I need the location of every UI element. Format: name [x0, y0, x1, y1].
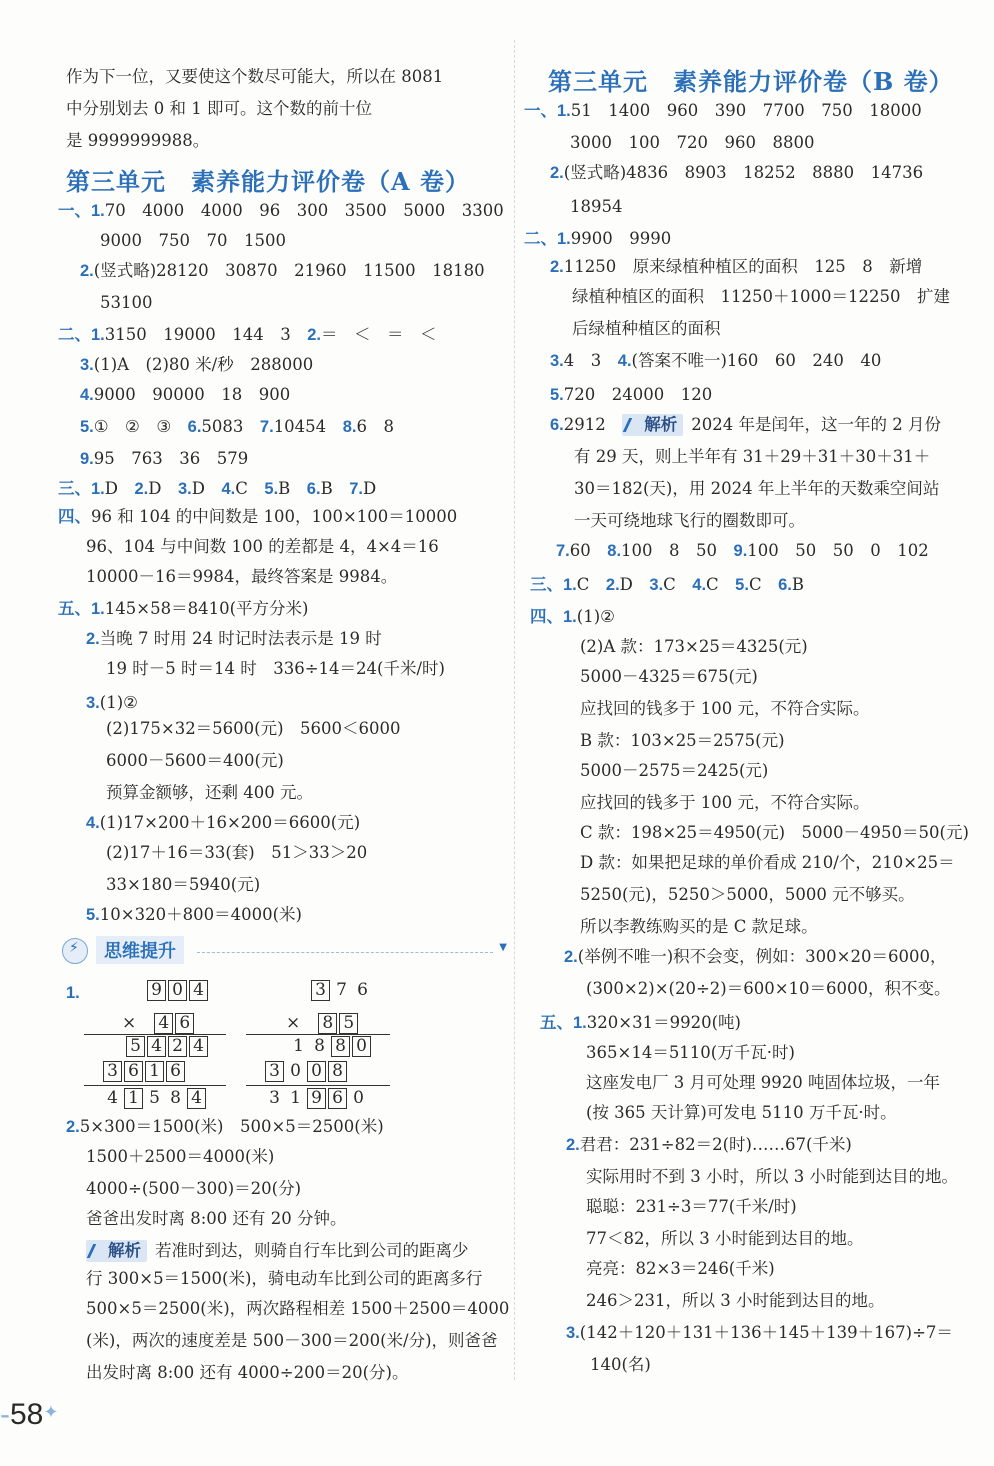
b4-1-line-9: D 款：如果把足球的单价看成 210/个，210×25＝	[580, 853, 955, 872]
analysis-badge-b: 解析	[622, 414, 683, 436]
b2-2c: 后绿植种植区的面积	[572, 319, 721, 338]
a5-5: 5.10×320＋800＝4000(米)	[86, 905, 302, 924]
b2-6-ana-4: 一天可绕地球飞行的圈数即可。	[574, 511, 805, 530]
unit-title-b: 第三单元 素养能力评价卷（B 卷）	[548, 67, 954, 96]
b5-2c: 聪聪：231÷3＝77(千米/时)	[586, 1197, 797, 1216]
b5-3b: 140(名)	[590, 1355, 651, 1374]
a2-3: 3.(1)A (2)80 米/秒 288000	[80, 355, 314, 374]
b5-1d: (按 365 天计算)可发电 5110 万千瓦·时。	[586, 1103, 897, 1122]
b1-1b: 3000 100 720 960 8800	[570, 133, 815, 152]
a3: 三、1.D 2.D 3.D 4.C 5.B 6.B 7.D	[58, 479, 377, 498]
a1-2: 2.(竖式略)28120 30870 21960 11500 18180	[80, 261, 485, 280]
b4-1-line-6: 5000－2575＝2425(元)	[580, 761, 769, 780]
t2-analysis-2: 行 300×5＝1500(米)，骑电动车比到公司的距离多行	[86, 1269, 483, 1288]
section-divider	[197, 952, 493, 953]
b2-2b: 绿植种植区的面积 11250＋1000＝12250 扩建	[572, 287, 950, 306]
t2b-1: 1500＋2500＝4000(米)	[86, 1147, 275, 1166]
b3: 三、1.C 2.D 3.C 4.C 5.C 6.B	[530, 575, 804, 594]
b4-1-line-11: 所以李教练购买的是 C 款足球。	[580, 917, 818, 936]
b5-2b: 实际用时不到 3 小时，所以 3 小时能到达目的地。	[586, 1167, 958, 1186]
thinking-section-header	[62, 936, 507, 964]
sparkle-icon: ✦	[43, 1402, 59, 1422]
b4-1-line-10: 5250(元)，5250＞5000，5000 元不够买。	[580, 885, 915, 904]
b2-6-ana-3: 30＝182(天)，用 2024 年上半年的天数乘空间站	[574, 479, 940, 498]
b5-2f: 246＞231，所以 3 小时能到达目的地。	[586, 1291, 885, 1310]
b4-1-line-8: C 款：198×25＝4950(元) 5000－4950＝50(元)	[580, 823, 969, 842]
b4-1-line-4: 应找回的钱多于 100 元，不符合实际。	[580, 699, 870, 718]
m1-result: 4 1 5 8 4	[102, 1088, 207, 1109]
t2-analysis-4: (米)，两次的速度差是 500－300＝200(米/分)，则爸爸	[86, 1331, 498, 1350]
b4-2: 2.(举例不唯一)积不会变，例如：300×20＝6000，	[564, 947, 947, 966]
m2-partial-2: 3 0 0 8	[264, 1061, 348, 1082]
b4-1-line-5: B 款：103×25＝2575(元)	[580, 731, 785, 750]
b2-5: 5.720 24000 120	[550, 385, 713, 404]
a5-3b: (2)175×32＝5600(元) 5600＜6000	[106, 719, 401, 738]
a5-2: 2.当晚 7 时用 24 时记时法表示是 19 时	[86, 629, 382, 648]
b1-1: 一、1.51 1400 960 390 7700 750 18000	[524, 101, 922, 120]
m1-multiplier: × 4 6	[122, 1008, 195, 1034]
a5-2b: 19 时－5 时＝14 时 336÷14＝24(千米/时)	[106, 659, 445, 678]
m2-rule-1	[246, 1034, 390, 1035]
t2b-3: 爸爸出发时离 8:00 还有 20 分钟。	[86, 1209, 347, 1228]
m2-result: 3 1 9 6 0	[269, 1088, 364, 1108]
b4-1-line-2: (2)A 款：173×25＝4325(元)	[580, 637, 808, 656]
thinking-label: 思维提升	[96, 936, 184, 964]
b4-1-line-3: 5000－4325＝675(元)	[580, 667, 758, 686]
a5-4c: 33×180＝5940(元)	[106, 875, 261, 894]
b1-2: 2.(竖式略)4836 8903 18252 8880 14736	[550, 163, 924, 182]
t2-analysis-1: 解析 若准时到达，则骑自行车比到公司的距离少	[86, 1240, 469, 1262]
b5-2: 2.君君：231÷82＝2(时)……67(千米)	[566, 1135, 852, 1154]
a5-4b: (2)17＋16＝33(套) 51＞33＞20	[106, 843, 368, 862]
a4-2: 96、104 与中间数 100 的差都是 4，4×4＝16	[86, 537, 439, 556]
b4-2b: (300×2)×(20÷2)＝600×10＝6000，积不变。	[586, 979, 951, 998]
b4-1-line-7: 应找回的钱多于 100 元，不符合实际。	[580, 793, 870, 812]
b2-7-9: 7.60 8.100 8 50 9.100 50 50 0 102	[556, 541, 929, 560]
b1-2b: 18954	[570, 197, 623, 216]
a5-3: 3.(1)②	[86, 693, 138, 712]
column-divider	[514, 40, 515, 1380]
a2-1: 二、1.3150 19000 144 3 2.＝ ＜ ＝ ＜	[58, 325, 437, 344]
m2-top: 3 7 6	[310, 980, 373, 1001]
t2-analysis-3: 500×5＝2500(米)，两次路程相差 1500＋2500＝4000	[86, 1299, 510, 1318]
a1-1b: 9000 750 70 1500	[100, 231, 286, 250]
analysis-badge: 解析	[86, 1240, 147, 1262]
pen-icon	[623, 418, 645, 432]
page-number: -58✦	[0, 1398, 59, 1431]
b5-2d: 77＜82，所以 3 小时能到达目的地。	[586, 1229, 864, 1248]
a4-3: 10000－16＝9984，最终答案是 9984。	[86, 567, 398, 586]
b2-3-4: 3.4 3 4.(答案不唯一)160 60 240 40	[550, 351, 882, 370]
b2-2: 2.11250 原来绿植种植区的面积 125 8 新增	[550, 257, 923, 276]
m1-partial-2: 3 6 1 6	[102, 1061, 186, 1082]
intro-line-2: 中分别划去 0 和 1 即可。这个数的前十位	[66, 99, 372, 118]
t1-number: 1.	[66, 984, 80, 1002]
m1-rule-1	[84, 1034, 226, 1035]
pen-icon	[87, 1244, 109, 1258]
a2-4: 4.9000 90000 18 900	[80, 385, 291, 404]
intro-line-1: 作为下一位，又要使这个数尽可能大，所以在 8081	[66, 67, 444, 86]
bolt-icon: ⚡	[69, 940, 79, 956]
m1-top: 9 0 4	[146, 980, 209, 1001]
intro-line-3: 是 9999999988。	[66, 131, 210, 150]
a2-5-8: 5.① ② ③ 6.5083 7.10454 8.6 8	[80, 417, 394, 436]
unit-title-a: 第三单元 素养能力评价卷（A 卷）	[66, 167, 470, 196]
m1-partial-1: 5 4 2 4	[125, 1036, 209, 1057]
triangle-down-icon: ▼	[499, 942, 507, 953]
b2-1: 二、1.9900 9990	[524, 229, 672, 248]
b5-1c: 这座发电厂 3 月可处理 9920 吨固体垃圾，一年	[586, 1073, 940, 1092]
a1-1: 一、1.70 4000 4000 96 300 3500 5000 3300	[58, 201, 504, 220]
a5-3c: 6000－5600＝400(元)	[106, 751, 284, 770]
b2-6-ana-2: 有 29 天，则上半年有 31＋29＋31＋30＋31＋	[574, 447, 931, 466]
a5-3d: 预算金额够，还剩 400 元。	[106, 783, 313, 802]
b2-6: 6.2912 解析 2024 年是闰年，这一年的 2 月份	[550, 415, 941, 434]
b5-1b: 365×14＝5110(万千瓦·时)	[586, 1043, 795, 1062]
m1-rule-2	[84, 1085, 226, 1086]
multiplication-1	[84, 980, 234, 1110]
a2-9: 9.95 763 36 579	[80, 449, 249, 468]
b5-2e: 亮亮：82×3＝246(千米)	[586, 1259, 775, 1278]
b4-1: 四、1.(1)②	[530, 607, 615, 626]
a5-1: 五、1.145×58＝8410(平方分米)	[58, 599, 309, 618]
t2: 2.5×300＝1500(米) 500×5＝2500(米)	[66, 1117, 384, 1136]
m2-rule-2	[246, 1085, 390, 1086]
a5-4: 4.(1)17×200＋16×200＝6600(元)	[86, 813, 361, 832]
a4-1: 四、96 和 104 的中间数是 100，100×100＝10000	[58, 507, 458, 526]
b5-3: 3.(142＋120＋131＋136＋145＋139＋167)÷7＝	[566, 1323, 953, 1342]
t2-analysis-5: 出发时离 8:00 还有 4000÷200＝20(分)。	[86, 1363, 409, 1382]
t2b-2: 4000÷(500－300)＝20(分)	[86, 1179, 302, 1198]
m2-multiplier: × 8 5	[286, 1008, 359, 1034]
m2-partial-1: 1 8 8 0	[288, 1036, 372, 1057]
b5-1: 五、1.320×31＝9920(吨)	[540, 1013, 741, 1032]
a1-2b: 53100	[100, 293, 153, 312]
multiplication-2	[246, 980, 396, 1110]
